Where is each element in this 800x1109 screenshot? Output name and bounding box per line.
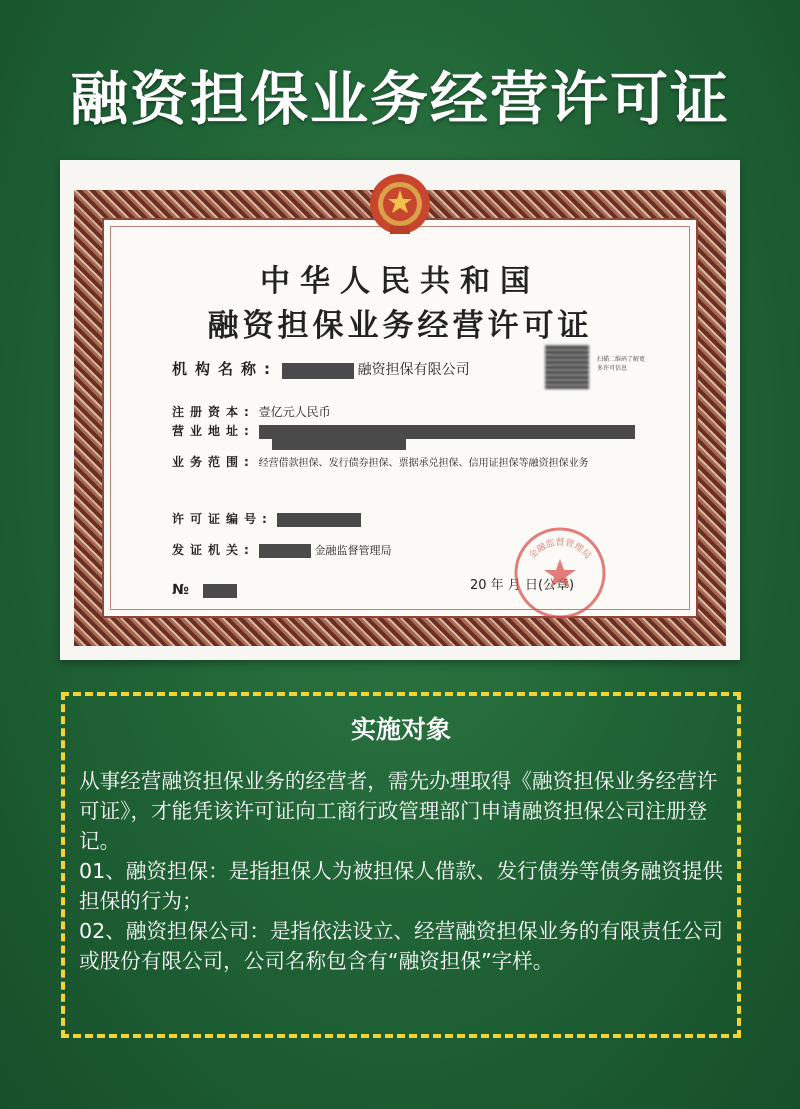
info-paragraph: 从事经营融资担保业务的经营者，需先办理取得《融资担保业务经营许可证》，才能凭该许可证向工商行政管理部门申请融资担保公司注册登记。: [79, 769, 718, 853]
certificate-country: 中华人民共和国: [260, 264, 540, 299]
issue-date: 20 年 月 日(公章): [470, 578, 575, 593]
certificate-image: [60, 160, 740, 660]
qr-caption: 扫描二维码了解更多许可信息: [597, 356, 646, 372]
redacted-block: [203, 584, 237, 598]
page-title: 融资担保业务经营许可证: [69, 65, 730, 133]
qr-code: [545, 345, 589, 389]
license-no-row: 许可证编号:: [172, 510, 361, 527]
redacted-block: [259, 544, 311, 558]
info-box: [61, 692, 741, 1038]
info-paragraph: 01、融资担保：是指担保人为被担保人借款、发行债券等债务融资提供担保的行为；: [79, 859, 724, 913]
official-seal-icon: [512, 525, 608, 621]
issuer-row: 发证机关: 金融监督管理局: [172, 543, 392, 557]
certificate-name: 融资担保业务经营许可证: [207, 308, 593, 344]
redacted-block: [282, 363, 354, 379]
serial-row: №: [172, 582, 237, 598]
org-name-row: 机构名称: 融资担保有限公司: [172, 360, 470, 378]
redacted-block: [277, 513, 361, 527]
info-box-title: 实施对象: [350, 715, 451, 744]
national-emblem-icon: [360, 168, 440, 238]
address-row: 营业地址:: [172, 422, 635, 439]
info-paragraph: 02、融资担保公司：是指依法设立、经营融资担保业务的有限责任公司或股份有限公司，公司名称包含有“融资担保”字样。: [79, 919, 724, 973]
scope-row: 业务范围: 经营借款担保、发行债券担保、票据承兑担保、信用证担保等融资担保业务: [172, 455, 589, 469]
redacted-block: [272, 438, 406, 450]
svg-text:金融监督管理局: 金融监督管理局: [527, 538, 593, 562]
info-box-text: [79, 766, 729, 976]
capital-row: 注册资本: 壹亿元人民币: [172, 405, 331, 419]
